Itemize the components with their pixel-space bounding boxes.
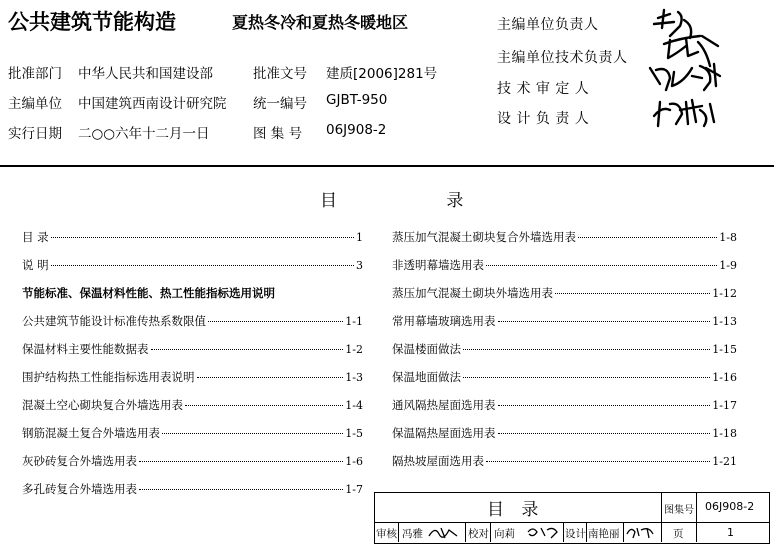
page-label: 页 — [673, 528, 684, 540]
toc-entry-page: 1-13 — [712, 315, 737, 328]
leader-dots — [139, 461, 343, 462]
toc-entry-page: 1 — [356, 231, 363, 244]
toc-entry[interactable] — [22, 481, 363, 497]
toc-entry[interactable] — [22, 425, 363, 441]
toc-entry-page: 1-16 — [712, 371, 737, 384]
toc-title: 目 录 — [320, 191, 516, 211]
toc-entry-title: 公共建筑节能设计标准传热系数限值 — [22, 314, 206, 328]
editor-unit-label: 主编单位 — [8, 96, 62, 112]
toc-entry[interactable] — [22, 257, 363, 273]
title-block-divider — [398, 522, 399, 542]
check-name: 向莉 — [494, 528, 515, 540]
design-label: 设计 — [565, 528, 586, 540]
toc-entry-title: 保温隔热屋面选用表 — [392, 426, 496, 440]
signature-image — [525, 524, 561, 544]
effective-date-label: 实行日期 — [8, 126, 62, 142]
title-block — [374, 492, 770, 544]
leader-dots — [51, 265, 354, 266]
leader-dots — [498, 405, 711, 406]
toc-entry-page: 1-5 — [345, 427, 363, 440]
leader-dots — [151, 349, 344, 350]
toc-entry[interactable] — [22, 229, 363, 245]
design-name: 南艳丽 — [588, 528, 620, 540]
leader-dots — [139, 489, 343, 490]
toc-entry[interactable] — [392, 453, 737, 469]
leader-dots — [578, 237, 717, 238]
toc-entry[interactable] — [392, 313, 737, 329]
approval-doc-value: 建质[2006]281号 — [326, 66, 438, 82]
toc-entry-title: 蒸压加气混凝土砌块外墙选用表 — [392, 286, 553, 300]
unified-no-label: 统一编号 — [253, 96, 307, 112]
leader-dots — [197, 377, 344, 378]
toc-entry[interactable] — [22, 397, 363, 413]
title-block-divider — [375, 522, 769, 523]
toc-entry-page: 1-1 — [345, 315, 363, 328]
drawing-title: 目 录 — [487, 500, 545, 520]
toc-entry[interactable] — [22, 341, 363, 357]
title-block-divider — [586, 522, 587, 542]
toc-entry-page: 1-17 — [712, 399, 737, 412]
leader-dots — [208, 321, 343, 322]
toc-entry-title: 保温材料主要性能数据表 — [22, 342, 149, 356]
responsible-role: 设 计 负 责 人 — [497, 111, 590, 127]
title-block-divider — [490, 522, 491, 542]
responsible-role: 主编单位技术负责人 — [497, 50, 628, 66]
leader-dots — [185, 405, 343, 406]
atlas-no-label: 图集号 — [664, 505, 694, 516]
toc-entry-title: 隔热坡屋面选用表 — [392, 454, 484, 468]
editor-unit-value: 中国建筑西南设计研究院 — [78, 96, 227, 112]
page-number: 1 — [727, 526, 734, 539]
toc-entry[interactable] — [392, 369, 737, 385]
title-block-divider — [563, 522, 564, 542]
toc-entry-page: 1-7 — [345, 483, 363, 496]
responsible-role: 主编单位负责人 — [497, 17, 599, 33]
title-block-divider — [465, 522, 466, 542]
toc-entry[interactable] — [392, 341, 737, 357]
toc-entry[interactable] — [392, 229, 737, 245]
toc-entry-title: 保温楼面做法 — [392, 342, 461, 356]
toc-entry-title: 混凝土空心砌块复合外墙选用表 — [22, 398, 183, 412]
toc-entry-title: 说 明 — [22, 258, 49, 272]
toc-entry[interactable] — [392, 257, 737, 273]
title-block-divider — [623, 522, 624, 542]
atlas-no-label: 图 集 号 — [253, 126, 303, 142]
toc-entry-page: 1-8 — [719, 231, 737, 244]
leader-dots — [51, 237, 354, 238]
toc-entry-title: 非透明幕墙选用表 — [392, 258, 484, 272]
toc-entry-title: 钢筋混凝土复合外墙选用表 — [22, 426, 160, 440]
toc-entry-title: 目 录 — [22, 230, 49, 244]
toc-entry[interactable] — [392, 285, 737, 301]
header-divider — [0, 165, 774, 167]
toc-entry-page: 1-6 — [345, 455, 363, 468]
toc-entry-page: 1-18 — [712, 427, 737, 440]
leader-dots — [162, 433, 343, 434]
atlas-subtitle: 夏热冬冷和夏热冬暖地区 — [232, 13, 409, 32]
leader-dots — [463, 349, 710, 350]
unified-no-value: GJBT-950 — [326, 92, 388, 108]
approval-doc-label: 批准文号 — [253, 66, 307, 82]
toc-entry[interactable] — [22, 369, 363, 385]
title-block-divider — [696, 493, 697, 542]
leader-dots — [555, 293, 710, 294]
toc-section-heading: 节能标准、保温材料性能、热工性能指标选用说明 — [22, 286, 275, 300]
signature-image — [427, 524, 461, 544]
toc-entry-title: 常用幕墙玻璃选用表 — [392, 314, 496, 328]
toc-entry-page: 1-15 — [712, 343, 737, 356]
toc-entry[interactable] — [22, 453, 363, 469]
effective-date-value: 二○○六年十二月一日 — [78, 126, 210, 142]
check-label: 校对 — [468, 528, 489, 540]
toc-entry-page: 1-12 — [712, 287, 737, 300]
review-name: 冯雅 — [402, 528, 423, 540]
toc-entry-title: 通风隔热屋面选用表 — [392, 398, 496, 412]
signature-image — [625, 524, 659, 544]
toc-entry-page: 1-4 — [345, 399, 363, 412]
atlas-no-value: 06J908-2 — [705, 500, 755, 513]
leader-dots — [498, 433, 711, 434]
toc-entry[interactable] — [392, 425, 737, 441]
leader-dots — [486, 461, 710, 462]
toc-entry-page: 1-2 — [345, 343, 363, 356]
toc-entry-page: 1-3 — [345, 371, 363, 384]
approval-dept-value: 中华人民共和国建设部 — [78, 66, 213, 82]
toc-entry[interactable] — [392, 397, 737, 413]
toc-entry-title: 围护结构热工性能指标选用表说明 — [22, 370, 195, 384]
atlas-title: 公共建筑节能构造 — [8, 10, 176, 34]
atlas-no-value: 06J908-2 — [326, 122, 387, 138]
leader-dots — [463, 377, 710, 378]
leader-dots — [498, 321, 711, 322]
signature-image — [640, 6, 760, 140]
toc-entry-page: 1-21 — [712, 455, 737, 468]
review-label: 审核 — [376, 528, 397, 540]
toc-entry-title: 保温地面做法 — [392, 370, 461, 384]
title-block-divider — [661, 493, 662, 542]
approval-dept-label: 批准部门 — [8, 66, 62, 82]
responsible-role: 技 术 审 定 人 — [497, 81, 590, 97]
toc-entry-page: 1-9 — [719, 259, 737, 272]
leader-dots — [486, 265, 717, 266]
toc-entry-title: 灰砂砖复合外墙选用表 — [22, 454, 137, 468]
toc-entry-title: 蒸压加气混凝土砌块复合外墙选用表 — [392, 230, 576, 244]
toc-entry-title: 多孔砖复合外墙选用表 — [22, 482, 137, 496]
toc-entry[interactable] — [22, 313, 363, 329]
toc-entry-page: 3 — [356, 259, 363, 272]
